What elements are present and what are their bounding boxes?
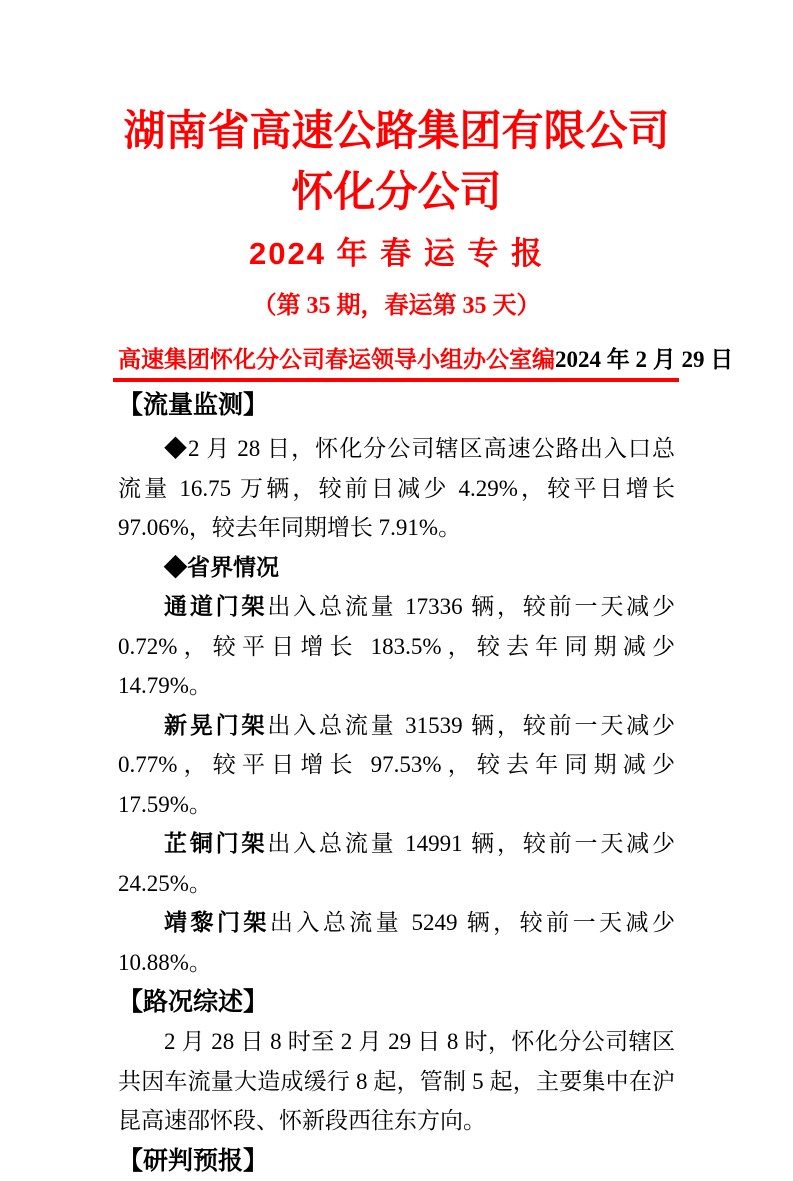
gate-name: 芷铜门架 xyxy=(164,831,268,856)
gate-detail: 出入总流量 5249 辆，较前一天减少 10.88%。 xyxy=(118,910,676,975)
masthead xyxy=(118,345,734,375)
gate-detail: 出入总流量 14991 辆，较前一天减少 24.25%。 xyxy=(118,831,676,896)
gate-name: 靖黎门架 xyxy=(164,910,270,935)
report-body xyxy=(118,429,675,982)
org-title-line1: 湖南省高速公路集团有限公司 xyxy=(123,107,670,154)
report-title: 2024 年 春 运 专 报 xyxy=(248,236,545,271)
red-divider-rule xyxy=(113,378,679,382)
gate-detail: 出入总流量 31539 辆，较前一天减少 0.77%，较平日增长 97.53%，较去年同期减少 17.59%。 xyxy=(118,712,676,817)
section-heading-traffic-monitor: 【流量监测】 xyxy=(118,391,269,419)
gate-row-xinhuang xyxy=(118,706,675,825)
road-conditions-paragraph: 2 月 28 日 8 时至 2 月 29 日 8 时，怀化分公司辖区共因车流量大造成缓行 8 起，管制 5 起，主要集中在沪昆高速邵怀段、怀新段西往东方向。 xyxy=(118,1029,675,1133)
issue-date: 2024 年 2 月 29 日 xyxy=(555,347,734,372)
traffic-summary-paragraph: ◆2 月 28 日，怀化分公司辖区高速公路出入口总流量 16.75 万辆，较前日减少 4.29%，较平日增长 97.06%，较去年同期增长 7.91%。 xyxy=(118,436,675,540)
editor-line: 高速集团怀化分公司春运领导小组办公室编 xyxy=(118,347,555,372)
gate-name: 通道门架 xyxy=(164,594,268,619)
org-title-line2: 怀化分公司 xyxy=(291,168,502,215)
gate-row-zhitong xyxy=(118,824,675,903)
road-conditions-body xyxy=(118,1022,675,1141)
gate-row-tongdao xyxy=(118,587,675,706)
border-situation-subheading: ◆省界情况 xyxy=(164,554,279,580)
issue-info: （第 35 期，春运第 35 天） xyxy=(252,293,541,319)
gate-name: 新晃门架 xyxy=(164,712,268,738)
section-heading-forecast: 【研判预报】 xyxy=(118,1146,269,1175)
gate-row-jingli xyxy=(118,903,675,982)
gate-detail: 出入总流量 17336 辆，较前一天减少 0.72%，较平日增长 183.5%，较去年同期减少 14.79%。 xyxy=(118,594,676,698)
section-heading-road-conditions: 【路况综述】 xyxy=(118,988,269,1016)
